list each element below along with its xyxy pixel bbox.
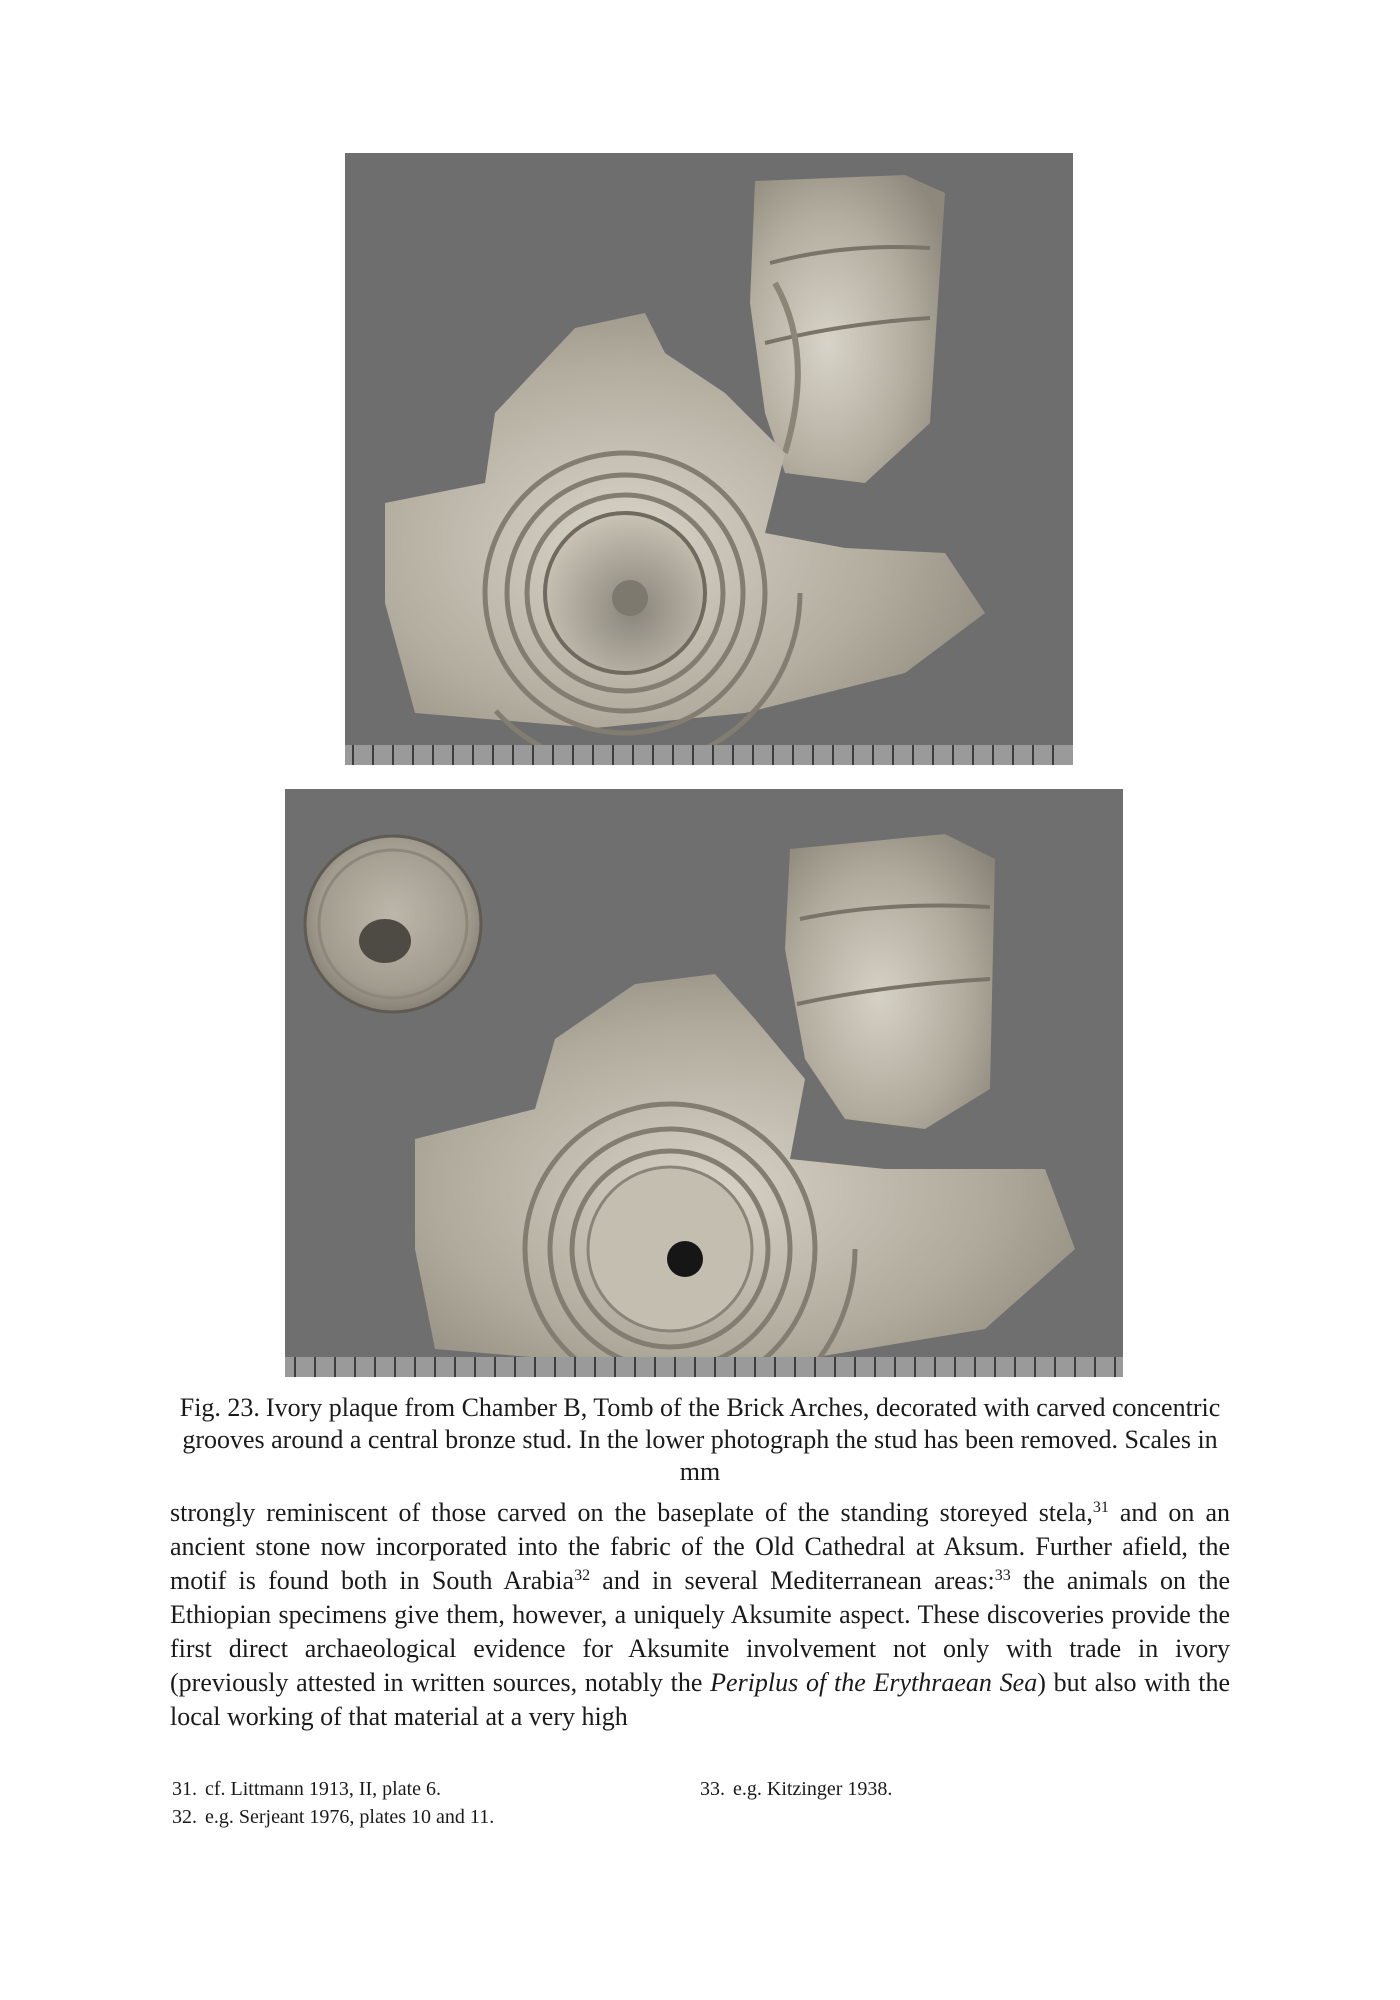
footnote-ref-32[interactable]: 32 bbox=[574, 1567, 591, 1584]
footnote-text: cf. Littmann 1913, II, plate 6. bbox=[205, 1778, 442, 1800]
footnote-31 bbox=[172, 1775, 441, 1803]
body-text-1: strongly reminiscent of those carved on the baseplate of the standing storeyed stela, bbox=[170, 1498, 1093, 1527]
footnote-text: e.g. Serjeant 1976, plates 10 and 11. bbox=[205, 1806, 495, 1828]
footnote-number: 33. bbox=[700, 1778, 725, 1800]
body-text-5: ) but also with the local working of that material at a very high bbox=[170, 1668, 1230, 1731]
figure-caption-text: Ivory plaque from Chamber B, Tomb of the Brick Arches, decorated with carved concentric grooves around a central bronze stud. In the lower photograph the stud has been removed. Scales in mm bbox=[182, 1393, 1221, 1486]
footnote-33 bbox=[700, 1775, 892, 1803]
footnote-number: 31. bbox=[172, 1778, 197, 1800]
footnote-number: 32. bbox=[172, 1806, 197, 1828]
plaque-photo-stud-removed bbox=[285, 789, 1123, 1377]
figure-label: Fig. 23. bbox=[179, 1393, 260, 1422]
footnote-ref-31[interactable]: 31 bbox=[1092, 1499, 1109, 1516]
footnote-32 bbox=[172, 1803, 494, 1831]
footnote-text: e.g. Kitzinger 1938. bbox=[733, 1778, 893, 1800]
body-text-3: and in several Mediterranean areas: bbox=[590, 1566, 995, 1595]
body-text-4: the animals on the Ethiopian specimens give them, however, a uniquely Aksumite aspect. These discoveries provide the first direct archaeological evidence for Aksumite involvement not only with trade in ivory (previously attested in written sources, notably the bbox=[170, 1566, 1230, 1697]
plaque-photo-with-stud bbox=[345, 153, 1073, 765]
footnote-ref-33[interactable]: 33 bbox=[994, 1567, 1011, 1584]
body-paragraph bbox=[170, 1496, 1230, 1734]
book-title: Periplus of the Erythraean Sea bbox=[710, 1668, 1038, 1697]
body-text-2: and on an ancient stone now incorporated into the fabric of the Old Cathedral at Aksum. Further afield, the motif is found both in South Arabia bbox=[170, 1498, 1230, 1595]
figure-caption bbox=[170, 1392, 1230, 1488]
